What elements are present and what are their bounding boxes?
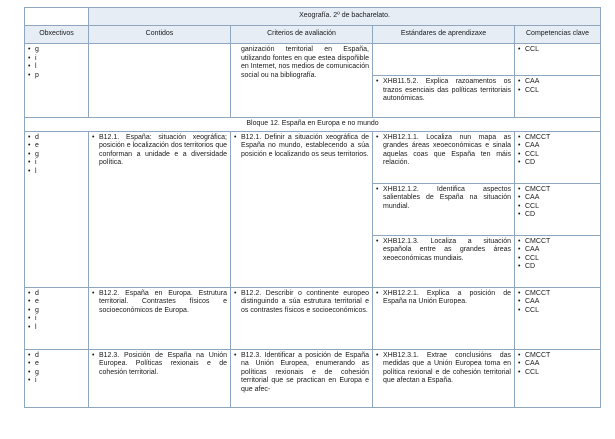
- empty-corner-cell: [25, 8, 89, 26]
- list-item: • d: [28, 290, 85, 299]
- list-item: • e: [28, 142, 85, 151]
- list-item: • e: [28, 298, 85, 307]
- criterion-text: • B12.2. Describir o continente europeo distinguindo a súa estrutura territorial e os contrastes físicos e socioeconómicos.: [234, 290, 369, 316]
- curriculum-table: [24, 7, 601, 408]
- list-item: • g: [28, 369, 85, 378]
- header-criteria: Criterios de avaliación: [231, 26, 373, 44]
- list-item: • CCL: [518, 46, 597, 55]
- row1-criterion-cell: [231, 131, 373, 287]
- top-criterion-cell: [231, 44, 373, 118]
- list-item: • CCL: [518, 87, 597, 96]
- list-item: • l: [28, 324, 85, 333]
- list-item: • CAA: [518, 142, 597, 151]
- list-item: • CMCCT: [518, 290, 597, 299]
- list-item: • CD: [518, 159, 597, 168]
- list-item: • CD: [518, 263, 597, 272]
- row2-objectives-cell: [25, 287, 89, 349]
- content-text: • B12.2. España en Europa. Estrutura territorial. Contrastes físicos e socioeconómicos de Europa.: [92, 290, 227, 316]
- list-item: • d: [28, 352, 85, 361]
- list-item: • g: [28, 307, 85, 316]
- row2-standard-1: [373, 287, 515, 349]
- standard-text: • XHB12.1.2. Identifica aspectos salientables de España na situación mundial.: [376, 186, 511, 212]
- list-item: • l: [28, 63, 85, 72]
- curriculum-document: [24, 7, 600, 408]
- list-item: • CCL: [518, 151, 597, 160]
- standard-text: • XHB11.5.2. Explica razoamentos os trazos esenciais das políticas territoriais autonómicas.: [376, 78, 511, 104]
- list-item: • CMCCT: [518, 134, 597, 143]
- list-item: • CCL: [518, 203, 597, 212]
- row2-competences-1: [515, 287, 601, 349]
- top-standard-empty-cell: [373, 44, 515, 76]
- list-item: • CD: [518, 211, 597, 220]
- header-competences: Competencias clave: [515, 26, 601, 44]
- list-item: • CAA: [518, 246, 597, 255]
- list-item: • i: [28, 315, 85, 324]
- row1-contents-cell: [89, 131, 231, 287]
- list-item: • CMCCT: [518, 352, 597, 361]
- criterion-text: ganización territorial en España, utilizando fontes en que estea dispoñible en Internet, nos medios de comunicación social ou na bibliografía.: [241, 46, 369, 79]
- row3-contents-cell: [89, 349, 231, 407]
- list-item: • CAA: [518, 298, 597, 307]
- row3-standard-1: [373, 349, 515, 407]
- content-text: • B12.1. España: situación xeográfica; posición e localización dos territorios que conforman a unidade e a diversidade política.: [92, 134, 227, 168]
- header-contents: Contidos: [89, 26, 231, 44]
- list-item: • i: [28, 159, 85, 168]
- criterion-text: • B12.1. Definir a situación xeográfica de España no mundo, establecendo a súa posición e localizando os seus territorios.: [234, 134, 369, 160]
- row1-competences-1: [515, 131, 601, 183]
- list-item: • i: [28, 377, 85, 386]
- list-item: • CMCCT: [518, 186, 597, 195]
- row3-criterion-cell: [231, 349, 373, 407]
- row1-competences-2: [515, 183, 601, 235]
- row1-standard-3: [373, 235, 515, 287]
- row3-competences-1: [515, 349, 601, 407]
- list-item: • CMCCT: [518, 238, 597, 247]
- top-standard-cell: [373, 76, 515, 118]
- list-item: • CAA: [518, 194, 597, 203]
- list-item: • CCL: [518, 255, 597, 264]
- row1-objectives-cell: [25, 131, 89, 287]
- list-item: • CCL: [518, 369, 597, 378]
- top-contents-cell: [89, 44, 231, 118]
- header-standards: Estándares de aprendizaxe: [373, 26, 515, 44]
- list-item: • p: [28, 72, 85, 81]
- list-item: • CAA: [518, 360, 597, 369]
- list-item: • CCL: [518, 307, 597, 316]
- row1-competences-3: [515, 235, 601, 287]
- header-objectives: Obxectivos: [25, 26, 89, 44]
- block-title: Bloque 12. España en Europa e no mundo: [25, 118, 601, 132]
- row3-objectives-cell: [25, 349, 89, 407]
- top-competence-cell-1: [515, 44, 601, 76]
- list-item: • e: [28, 360, 85, 369]
- content-text: • B12.3. Posición de España na Unión Europea. Políticas rexionais e de cohesión territorial.: [92, 352, 227, 378]
- row1-standard-2: [373, 183, 515, 235]
- row2-criterion-cell: [231, 287, 373, 349]
- standard-text: • XHB12.2.1. Explica a posición de España na Unión Europea.: [376, 290, 511, 307]
- row1-standard-1: [373, 131, 515, 183]
- list-item: • d: [28, 134, 85, 143]
- table-title: Xeografía. 2º de bacharelato.: [89, 8, 601, 26]
- standard-text: • XHB12.1.1. Localiza nun mapa as grandes áreas xeoeconómicas e sinala aquelas coas que España ten máis relación.: [376, 134, 511, 168]
- row2-contents-cell: [89, 287, 231, 349]
- list-item: • g: [28, 151, 85, 160]
- list-item: • l: [28, 168, 85, 177]
- list-item: • i: [28, 55, 85, 64]
- list-item: • CAA: [518, 78, 597, 87]
- list-item: • g: [28, 46, 85, 55]
- standard-text: • XHB12.1.3. Localiza a situación española entre as grandes áreas xeoeconómicas mundiais.: [376, 238, 511, 264]
- top-objectives-cell: [25, 44, 89, 118]
- top-competence-cell-2: [515, 76, 601, 118]
- criterion-text: • B12.3. Identificar a posición de España na Unión Europea, enumerando as políticas rexionais e de cohesión territorial que se practican en Europa e que afec-: [234, 352, 369, 395]
- standard-text: • XHB12.3.1. Extrae conclusións das medidas que a Unión Europea toma en política rexional e de cohesión territorial que afectan a España.: [376, 352, 511, 386]
